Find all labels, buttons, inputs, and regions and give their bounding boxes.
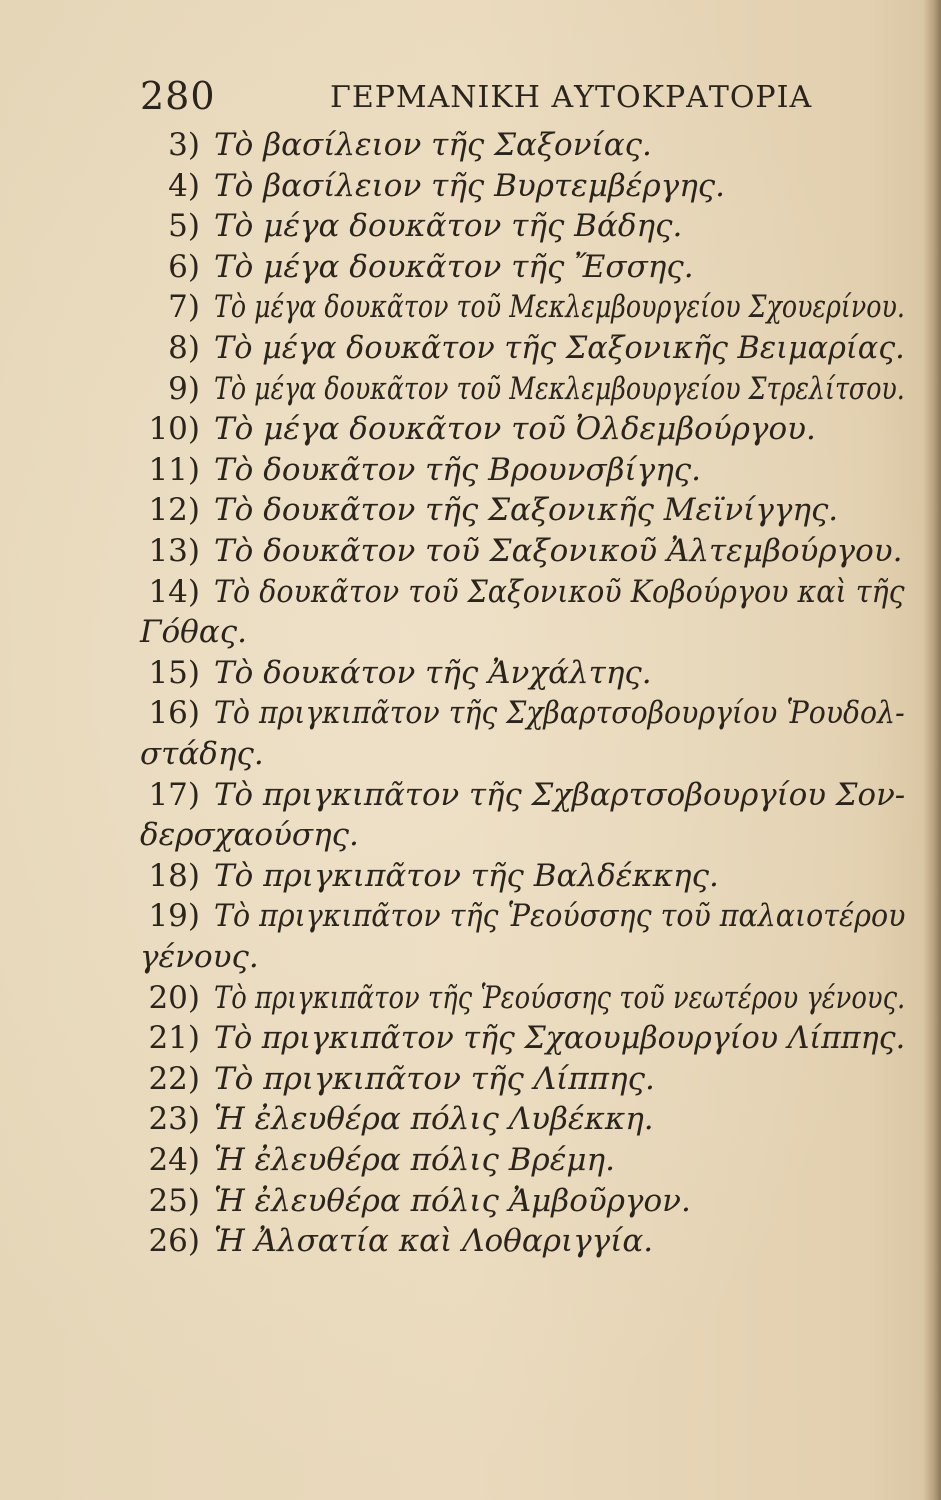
entry-text: Τὸ μέγα δουκᾶτον τῆς Σαξονικῆς Βειμαρίας. [214,330,905,366]
page-header [0,74,941,124]
entry-number: 5) [168,208,200,245]
entry-text: Τὸ δουκᾶτον τοῦ Σαξονικοῦ Κοβούργου καὶ τῆς [214,573,905,610]
entry-text: Τὸ βασίλειον τῆς Σαξονίας. [214,127,652,163]
entry-text: Τὸ μέγα δουκᾶτον τῆς Βάδης. [214,208,683,245]
entry-text: Τὸ δουκάτον τῆς Ἀνχάλτης. [214,654,652,691]
entry-text: Τὸ μέγα δουκᾶτον τοῦ Μεκλεμβουργείου Σχουερίνου. [214,289,905,326]
entry-text: Τὸ μέγα δουκᾶτον τοῦ Ὀλδεμβούργου. [214,411,816,448]
entry-number: 14) [148,573,200,610]
entry-text: Τὸ μέγα δουκᾶτον τοῦ Μεκλεμβουργείου Στρελίτσου. [214,370,905,407]
entry-text: Τὸ δουκᾶτον τῆς Σαξονικῆς Μεϊνίγγης. [214,492,839,529]
entry-text: Ἡ ἐλευθέρα πόλις Ἀμβοῦργον. [214,1182,691,1219]
entry-text: Τὸ πριγκιπᾶτον τῆς Ῥεούσσης τοῦ παλαιοτέρου [214,898,906,935]
entry-number: 12) [148,492,200,529]
entry-text: Τὸ πριγκιπᾶτον τῆς Ῥεούσσης τοῦ νεωτέρου γένους. [214,979,906,1016]
entry-text: Τὸ πριγκιπᾶτον τῆς Σχαουμβουργίου Λίππης. [214,1020,906,1057]
entry-number: 3) [168,127,200,163]
entry-number: 20) [148,979,200,1016]
entry-number: 23) [148,1101,200,1138]
entry-continuation-text: Γόθας. [140,614,247,651]
entry-continuation-text: στάδης. [140,736,264,772]
page-number: 280 [140,74,216,118]
entry-number: 4) [168,167,200,204]
entry-number: 17) [148,776,200,813]
entry-number: 11) [148,451,200,488]
entry-number: 18) [148,857,200,894]
entry-continuation-text: δερσχαούσης. [140,817,359,854]
entry-number: 7) [168,289,200,326]
entry-number: 6) [168,248,200,285]
entry-text: Ἡ ἐλευθέρα πόλις Λυβέκκη. [214,1101,654,1138]
entry-text: Τὸ δουκᾶτον τῆς Βρουνσβίγης. [214,451,701,488]
entry-text: Τὸ πριγκιπᾶτον τῆς Σχβαρτσοβουργίου Σον- [214,776,906,813]
entry-text: Τὸ βασίλειον τῆς Βυρτεμβέργης. [214,167,725,204]
entry-number: 13) [148,533,200,569]
entry-text: Ἡ ἐλευθέρα πόλις Βρέμη. [214,1142,615,1178]
entry-number: 19) [148,898,200,935]
entry-number: 10) [148,411,200,448]
entry-text: Τὸ πριγκιπᾶτον τῆς Λίππης. [214,1060,655,1097]
running-title: ΓΕΡΜΑΝΙΚΗ ΑΥΤΟΚΡΑΤΟΡΙΑ [330,80,813,115]
entry-number: 22) [148,1060,200,1097]
entry-number: 26) [148,1223,200,1260]
entry-number: 8) [168,330,200,366]
entry-text: Τὸ μέγα δουκᾶτον τῆς Ἔσσης. [214,248,694,285]
entry-text: Τὸ πριγκιπᾶτον τῆς Βαλδέκκης. [214,857,719,894]
entry-number: 15) [148,654,200,691]
entry-text: Ἡ Ἀλσατία καὶ Λοθαριγγία. [214,1223,654,1260]
entry-text: Τὸ δουκᾶτον τοῦ Σαξονικοῦ Ἀλτεμβούργου. [214,533,903,569]
entry-number: 21) [148,1020,200,1057]
entry-text: Τὸ πριγκιπᾶτον τῆς Σχβαρτσοβουργίου Ῥουδολ- [214,695,905,732]
page-binding-shadow [923,0,941,1500]
entry-number: 25) [148,1182,200,1219]
entry-number: 9) [168,370,200,407]
entry-continuation-text: γένους. [140,939,259,975]
entry-number: 24) [148,1142,200,1178]
entry-number: 16) [148,695,200,732]
